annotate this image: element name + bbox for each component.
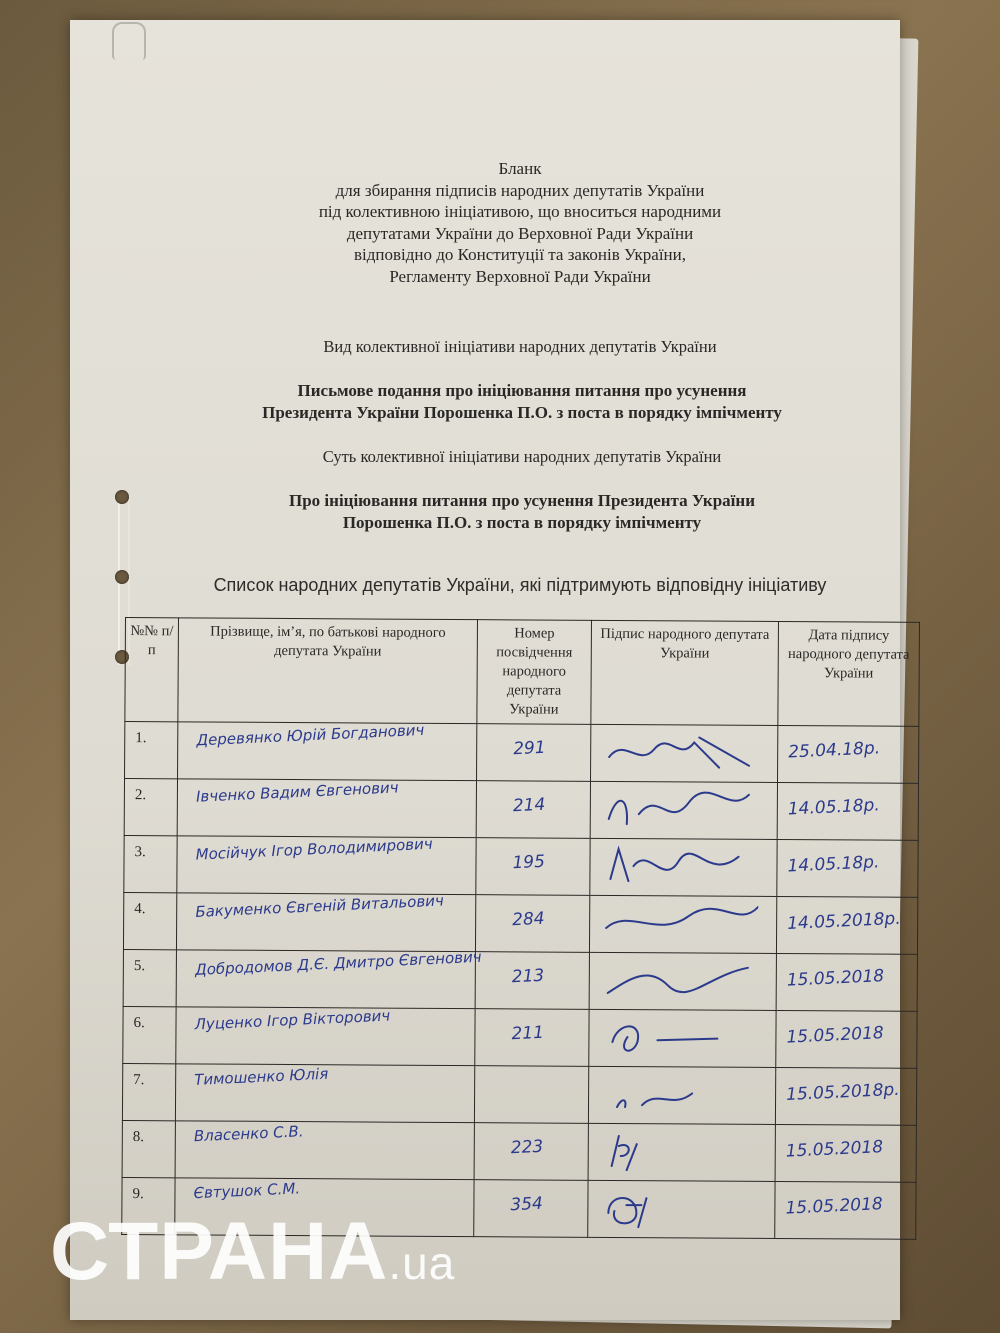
handwritten-signature (596, 1183, 756, 1230)
row-date-cell (777, 839, 918, 897)
row-name-cell (176, 947, 482, 1009)
row-name-cell (177, 836, 476, 895)
watermark-brand: СТРАНА (50, 1206, 389, 1297)
handwritten-signature (598, 898, 758, 945)
row-name-cell (176, 1007, 475, 1066)
table-row (123, 892, 917, 954)
row-date: 25.04.18р. (787, 738, 881, 763)
row-signature-cell (589, 952, 776, 1010)
table-row (122, 1120, 916, 1182)
initiative-essence-line: Про ініціювання питання про усунення Президента України (289, 491, 755, 510)
handwritten-signature (598, 841, 758, 888)
paper-clip (112, 22, 146, 60)
row-date: 14.05.2018р. (786, 908, 902, 935)
row-number-cell: 5. (123, 949, 176, 1006)
form-title: Бланк (498, 159, 542, 178)
handwritten-signature (597, 1126, 757, 1173)
row-number-cell: 4. (123, 892, 176, 949)
form-subtitle-line: Регламенту Верховної Ради України (389, 266, 651, 286)
row-date-cell (775, 1124, 916, 1182)
row-signature-cell (588, 1180, 775, 1238)
row-date: 15.05.2018 (786, 1023, 885, 1048)
row-id-cell (474, 1066, 588, 1124)
row-name: Власенко С.В. (193, 1122, 304, 1146)
initiative-essence-line: Порошенка П.О. з поста в порядку імпічменту (342, 513, 702, 532)
row-number-cell: 3. (124, 835, 177, 892)
table-row (123, 1006, 917, 1068)
handwritten-signature (599, 727, 759, 774)
row-id: 213 (511, 965, 545, 988)
row-date-cell (778, 725, 919, 783)
row-name-cell (175, 1064, 474, 1123)
row-name: Тимошенко Юлія (193, 1064, 329, 1089)
row-number-cell: 8. (122, 1120, 175, 1177)
row-signature-cell (590, 838, 777, 896)
row-id: 291 (512, 737, 547, 760)
row-id-cell (477, 724, 591, 782)
watermark-domain: .ua (388, 1237, 456, 1289)
form-subtitle-line: під колективною ініціативою, що вноситься народними (318, 202, 722, 221)
row-date-cell (775, 1181, 916, 1239)
form-subtitle-line: відповідно до Конституції та законів України, (353, 245, 686, 264)
form-subtitle-line: для збирання підписів народних депутатів України (335, 180, 705, 200)
row-name: Мосійчук Ігор Володимирович (195, 834, 434, 864)
row-id: 211 (511, 1022, 545, 1045)
row-date: 15.05.2018р. (785, 1079, 901, 1106)
column-header-name: Прізвище, ім’я, по батькові народного депутата України (178, 618, 478, 724)
column-header-date: Дата підпису народного депутата України (778, 621, 920, 726)
row-signature-cell (589, 1009, 776, 1067)
row-name: Івченко Вадим Євгенович (195, 778, 399, 806)
table-row (124, 835, 918, 897)
row-number-cell: 2. (124, 779, 177, 836)
row-number-cell: 1. (125, 722, 178, 779)
row-id-cell (475, 952, 589, 1010)
row-id-cell (475, 895, 589, 953)
row-name-cell (176, 893, 475, 952)
row-name-cell (175, 1121, 474, 1180)
row-number-cell: 7. (122, 1063, 175, 1120)
table-row (123, 949, 917, 1011)
row-name: Деревянко Юрій Богданович (195, 720, 425, 750)
row-date: 15.05.2018 (785, 1194, 884, 1219)
row-date: 14.05.18р. (787, 852, 880, 877)
handwritten-signature (597, 1012, 757, 1059)
row-date: 15.05.2018 (785, 1137, 884, 1162)
row-date-cell (776, 896, 917, 954)
initiative-essence-label: Суть колективної ініціативи народних депутатів України (322, 447, 722, 466)
table-header-row (125, 618, 920, 727)
row-number-cell: 9. (122, 1177, 175, 1234)
row-name-cell (178, 722, 477, 781)
row-id-cell (476, 838, 590, 896)
row-id: 214 (512, 794, 546, 817)
row-id-cell (474, 1123, 588, 1181)
row-id: 284 (511, 908, 546, 931)
row-signature-cell (591, 724, 778, 782)
row-name: Бакуменко Євгеній Витальович (194, 891, 445, 921)
row-date-cell (777, 782, 918, 840)
initiative-type-label: Вид колективної ініціативи народних депутатів України (323, 337, 717, 356)
table-row (125, 722, 919, 784)
signature-table (121, 617, 920, 1240)
row-number-cell: 6. (123, 1006, 176, 1063)
column-header-number: №№ п/п (125, 618, 179, 722)
row-id: 195 (512, 851, 546, 874)
initiative-type-line: Президента України Порошенка П.О. з поста в порядку імпічменту (262, 403, 782, 422)
row-signature-cell (588, 1123, 775, 1181)
row-id: 354 (509, 1193, 544, 1216)
row-signature-cell (588, 1066, 775, 1124)
row-name: Добродомов Д.Є. Дмитро Євгенович (194, 947, 482, 979)
column-header-signature: Підпис народного депутата України (591, 620, 779, 725)
row-id-cell (475, 1009, 589, 1067)
handwritten-signature (597, 1069, 757, 1116)
row-name: Євтушок С.М. (193, 1179, 301, 1203)
column-header-id: Номер посвідчення народного депутата України (477, 620, 592, 725)
row-date-cell (775, 1067, 916, 1125)
row-signature-cell (590, 781, 777, 839)
initiative-type-value (22, 380, 1000, 424)
handwritten-signature (598, 955, 758, 1002)
row-date-cell (776, 953, 917, 1011)
row-name: Луценко Ігор Вікторович (194, 1006, 391, 1034)
row-id-cell (476, 781, 590, 839)
list-title: Список народних депутатів України, які підтримують відповідну ініціативу (213, 575, 827, 595)
row-date: 15.05.2018 (786, 966, 885, 991)
table-row (122, 1063, 916, 1125)
form-header (0, 158, 1000, 287)
row-id-cell (474, 1180, 588, 1238)
row-name-cell (177, 779, 476, 838)
row-date: 14.05.18р. (787, 795, 881, 820)
form-subtitle-line: депутатами України до Верховної Ради України (346, 223, 694, 243)
row-date-cell (776, 1010, 917, 1068)
watermark-logo (50, 1205, 455, 1299)
initiative-essence-value (22, 490, 1000, 534)
handwritten-signature (599, 784, 759, 831)
row-id: 223 (510, 1136, 544, 1159)
row-signature-cell (589, 895, 776, 953)
table-row (124, 779, 918, 841)
initiative-type-line: Письмове подання про ініціювання питання про усунення (297, 381, 747, 400)
